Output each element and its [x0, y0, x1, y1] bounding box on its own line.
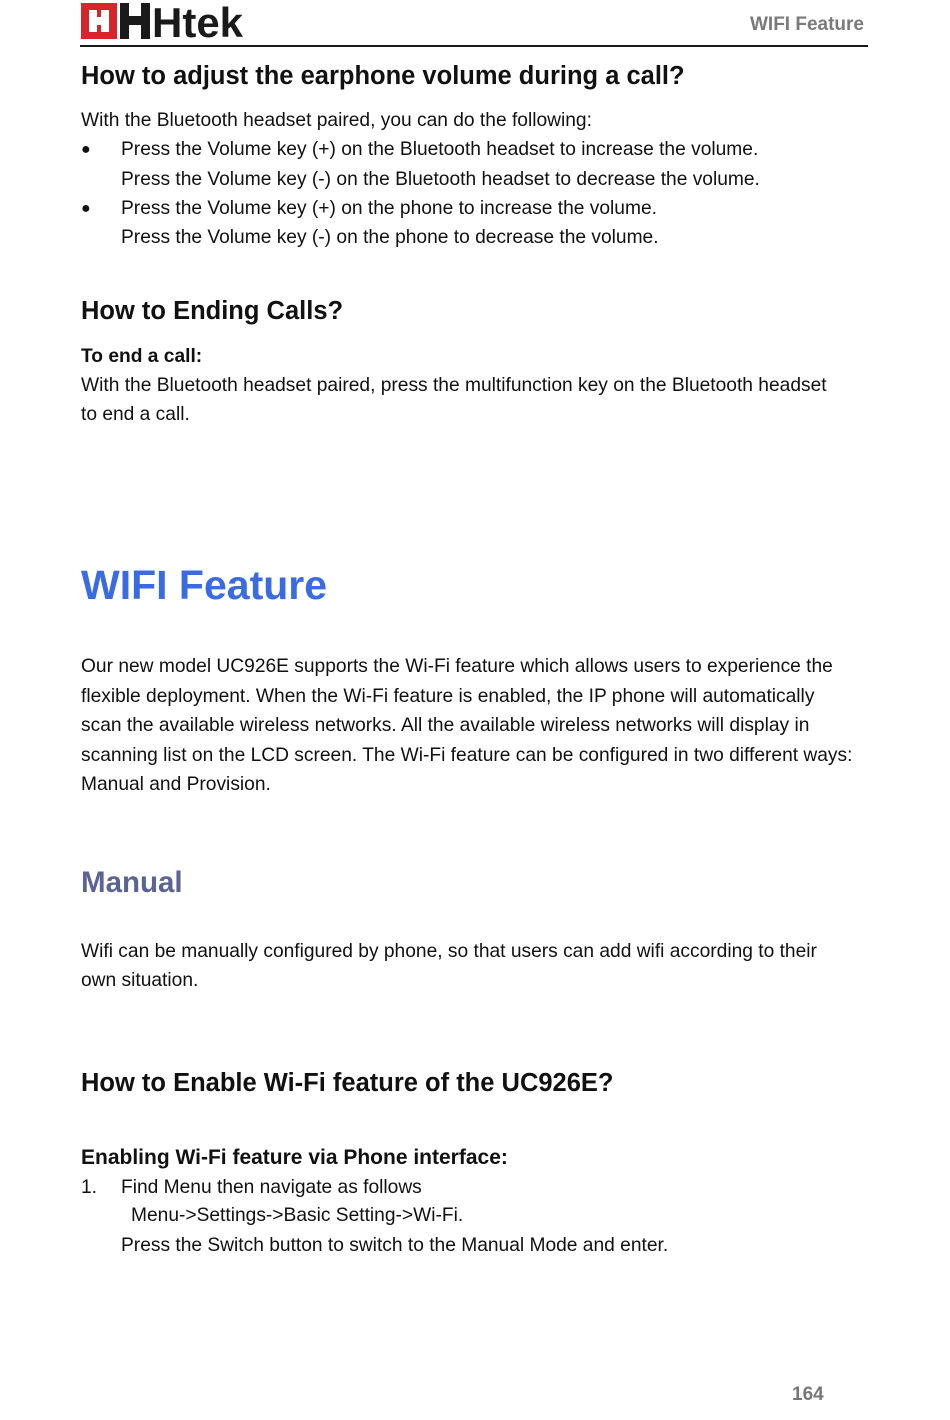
wifi-line-2: flexible deployment. When the Wi-Fi feature is enabled, the IP phone will automatically	[81, 686, 815, 707]
logo-wordmark: Htek	[152, 2, 244, 40]
manual-line-1: Wifi can be manually configured by phone, so that users can add wifi according to their	[81, 941, 817, 962]
earphone-intro: With the Bluetooth headset paired, you can do the following:	[81, 110, 592, 131]
bullet-icon: ●	[81, 200, 91, 217]
earphone-bullet-1-line-2: Press the Volume key (-) on the Bluetooth headset to decrease the volume.	[121, 169, 760, 190]
enable-heading: How to Enable Wi-Fi feature of the UC926E?	[81, 1069, 614, 1097]
header-section-title: WIFI Feature	[749, 14, 864, 35]
ending-label: To end a call:	[81, 346, 203, 367]
earphone-bullet-2-line-1: Press the Volume key (+) on the phone to increase the volume.	[121, 198, 657, 219]
earphone-bullet-2-line-2: Press the Volume key (-) on the phone to decrease the volume.	[121, 227, 659, 248]
manual-title: Manual	[81, 866, 183, 899]
ending-heading: How to Ending Calls?	[81, 297, 344, 325]
ending-line-2: to end a call.	[81, 404, 190, 425]
step-line-1: Find Menu then navigate as follows	[121, 1177, 422, 1198]
earphone-heading: How to adjust the earphone volume during a call?	[81, 62, 685, 90]
ending-line-1: With the Bluetooth headset paired, press the multifunction key on the Bluetooth headset	[81, 375, 827, 396]
manual-line-2: own situation.	[81, 970, 199, 991]
header-divider	[80, 45, 868, 47]
wifi-line-1: Our new model UC926E supports the Wi-Fi feature which allows users to experience the	[81, 656, 833, 677]
wifi-feature-title: WIFI Feature	[81, 562, 328, 608]
bullet-icon: ●	[81, 141, 91, 158]
wifi-line-5: Manual and Provision.	[81, 774, 271, 795]
step-line-2: Menu->Settings->Basic Setting->Wi-Fi.	[131, 1205, 464, 1226]
wifi-line-3: scan the available wireless networks. All the available wireless networks will display in	[81, 715, 810, 736]
earphone-bullet-1-line-1: Press the Volume key (+) on the Bluetooth headset to increase the volume.	[121, 139, 759, 160]
enable-subheading: Enabling Wi-Fi feature via Phone interface:	[81, 1146, 508, 1169]
step-number: 1.	[81, 1177, 98, 1198]
step-line-3: Press the Switch button to switch to the Manual Mode and enter.	[121, 1235, 669, 1256]
page-number: 164	[792, 1384, 824, 1405]
htek-logo	[80, 2, 250, 40]
wifi-line-4: scanning list on the LCD screen. The Wi-Fi feature can be configured in two different ways:	[81, 745, 853, 766]
